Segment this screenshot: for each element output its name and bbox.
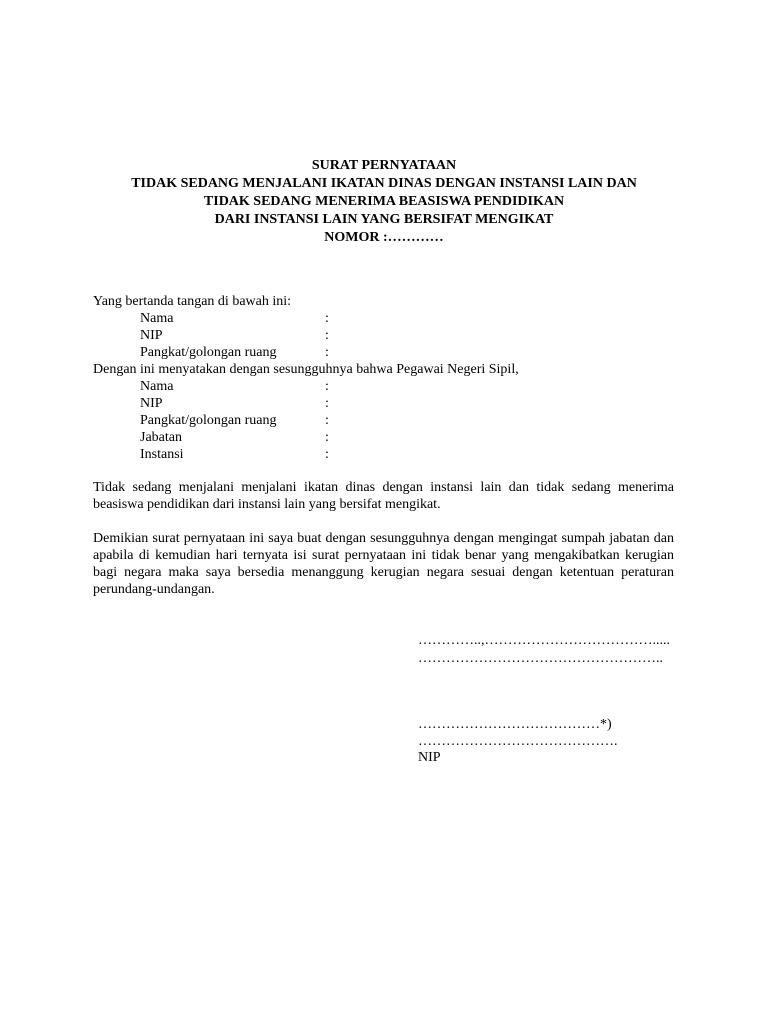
signer-intro: Yang bertanda tangan di bawah ini: xyxy=(93,294,292,309)
field-label: Nama xyxy=(140,311,174,326)
heading-line-2: TIDAK SEDANG MENERIMA BEASISWA PENDIDIKAN xyxy=(203,194,565,209)
signature-nip-label: NIP xyxy=(418,750,441,765)
subject-position-row xyxy=(93,429,519,446)
signature-place-date: …………..,………………………………..... xyxy=(418,633,670,648)
field-label: NIP xyxy=(140,396,163,411)
signature-name: …………………………………*) xyxy=(418,717,612,732)
closing-paragraph: Demikian surat pernyataan ini saya buat dengan sesungguhnya dengan mengingat sumpah jabatan dan apabila di kemudian hari ternyata isi surat pernyataan ini tidak benar yang mengakibatkan kerugian bagi negara maka saya bersedia menanggung kerugian negara sesuai dengan ketentuan peraturan perundang-undangan. xyxy=(93,531,674,597)
field-label: Jabatan xyxy=(140,430,182,445)
field-label: Pangkat/golongan ruang xyxy=(140,345,277,360)
field-colon: : xyxy=(325,379,329,394)
field-colon: : xyxy=(325,430,329,445)
field-colon: : xyxy=(325,447,329,462)
statement-paragraph: Tidak sedang menjalani menjalani ikatan dinas dengan instansi lain dan tidak sedang menerima beasiswa pendidikan dari instansi lain yang bersifat mengikat. xyxy=(93,480,674,512)
document-title: SURAT PERNYATAAN xyxy=(311,158,457,173)
field-colon: : xyxy=(325,396,329,411)
signature-nip-dots: ……………………………………. xyxy=(418,734,618,749)
document-heading xyxy=(0,157,768,247)
signer-rank-row xyxy=(93,344,519,361)
field-label: NIP xyxy=(140,328,163,343)
subject-rank-row xyxy=(93,412,519,429)
field-label: Nama xyxy=(140,379,174,394)
field-label: Pangkat/golongan ruang xyxy=(140,413,277,428)
field-label: Instansi xyxy=(140,447,184,462)
signer-section xyxy=(93,293,519,463)
heading-line-1: TIDAK SEDANG MENJALANI IKATAN DINAS DENGAN INSTANSI LAIN DAN xyxy=(131,176,637,191)
field-colon: : xyxy=(325,413,329,428)
subject-intro: Dengan ini menyatakan dengan sesungguhnya bahwa Pegawai Negeri Sipil, xyxy=(93,362,519,377)
field-colon: : xyxy=(325,328,329,343)
subject-nip-row xyxy=(93,395,519,412)
field-colon: : xyxy=(325,311,329,326)
field-colon: : xyxy=(325,345,329,360)
signature-position: …………………………………………….. xyxy=(418,651,663,666)
subject-agency-row xyxy=(93,446,519,463)
subject-name-row xyxy=(93,378,519,395)
heading-line-3: DARI INSTANSI LAIN YANG BERSIFAT MENGIKAT xyxy=(214,212,554,227)
document-number: NOMOR :………… xyxy=(324,230,444,245)
signer-name-row xyxy=(93,310,519,327)
signer-nip-row xyxy=(93,327,519,344)
